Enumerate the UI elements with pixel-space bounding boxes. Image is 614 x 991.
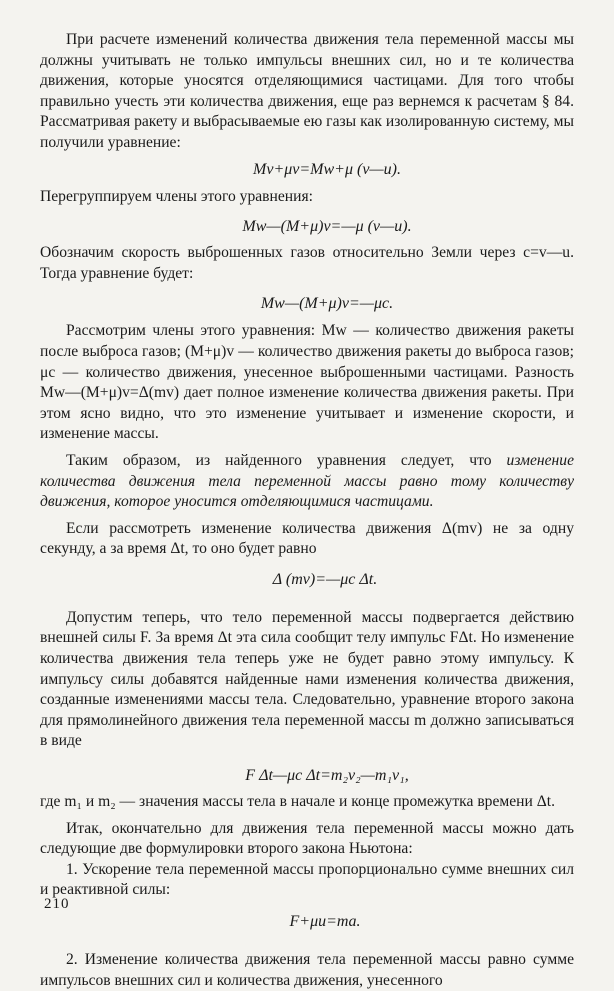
page-number: 210 [44, 896, 70, 912]
paragraph-8: где m₁ и m₂ — значения массы тела в начале и конце промежутка времени Δt. [40, 793, 556, 811]
paragraph-2: Перегруппируем члены этого уравнения: [40, 187, 313, 205]
paragraph-11: 2. Изменение количества движения тела переменной массы равно сумме импульсов внешних сил и количества движения, унесенного [40, 951, 574, 989]
page-body [40, 30, 574, 991]
paragraph-3: Обозначим скорость выброшенных газов относительно Земли через c=v—u. Тогда уравнение будет: [40, 244, 574, 282]
paragraph-10: 1. Ускорение тела переменной массы пропорционально сумме внешних сил и реактивной силы: [40, 860, 574, 899]
paragraph-5-lead: Таким образом, из найденного уравнения следует, что [66, 451, 507, 469]
paragraph-5 [40, 451, 574, 513]
equation-2: Mw—(M+μ)v=—μ (v—u). [242, 218, 412, 236]
equation-1: Mv+μv=Mw+μ (v—u). [253, 160, 401, 178]
equation-3: Mw—(M+μ)v=—μc. [260, 295, 394, 313]
paragraph-5-italic: изменение количества движения тела переменной массы равно тому количеству движения, которое уносится отделяющимися частицами. [40, 451, 574, 511]
paragraph-4: Рассмотрим члены этого уравнения: Mw — количество движения ракеты после выброса газов; (M+μ)v — количество движения ракеты до выброса газов; μc — количество движения, унесенное выброшенными частицами. Разность Mw—(M+μ)v=Δ(mv) дает полное изменение количества движения ракеты. При этом ясно видно, что это изменение учитывает и изменение скорости, и изменение массы. [40, 322, 574, 443]
paragraph-7: Допустим теперь, что тело переменной массы подвергается действию внешней силы F. За время Δt эта сила сообщит телу импульс FΔt. Но изменение количества движения тела теперь уже не будет равно этому импульсу. К импульсу силы добавятся найденные нами изменения количества движения, созданные изменениями массы тела. Следовательно, уравнение второго закона для прямолинейного движения тела переменной массы m должно записываться в виде [40, 608, 574, 750]
paragraph-6: Если рассмотреть изменение количества движения Δ(mv) не за одну секунду, а за время Δt, то оно будет равно [40, 519, 574, 558]
paragraph-1: При расчете изменений количества движения тела переменной массы мы должны учитывать не только импульсы внешних сил, но и те количества движения, которые уносятся отделяющимися частицами. Для того чтобы правильно учесть эти количества движения, еще раз вернемся к расчетам § 84. Рассматривая ракету и выбрасываемые ею газы как изолированную систему, мы получили уравнение: [40, 31, 574, 151]
paragraph-9: Итак, окончательно для движения тела переменной массы можно дать следующие две формулировки второго закона Ньютона: [40, 819, 574, 858]
equation-5: F Δt—μc Δt=m₂v₂—m₁v₁, [245, 767, 409, 785]
equation-6: F+μu=ma. [289, 913, 361, 930]
equation-4: Δ (mv)=—μc Δt. [272, 570, 378, 588]
